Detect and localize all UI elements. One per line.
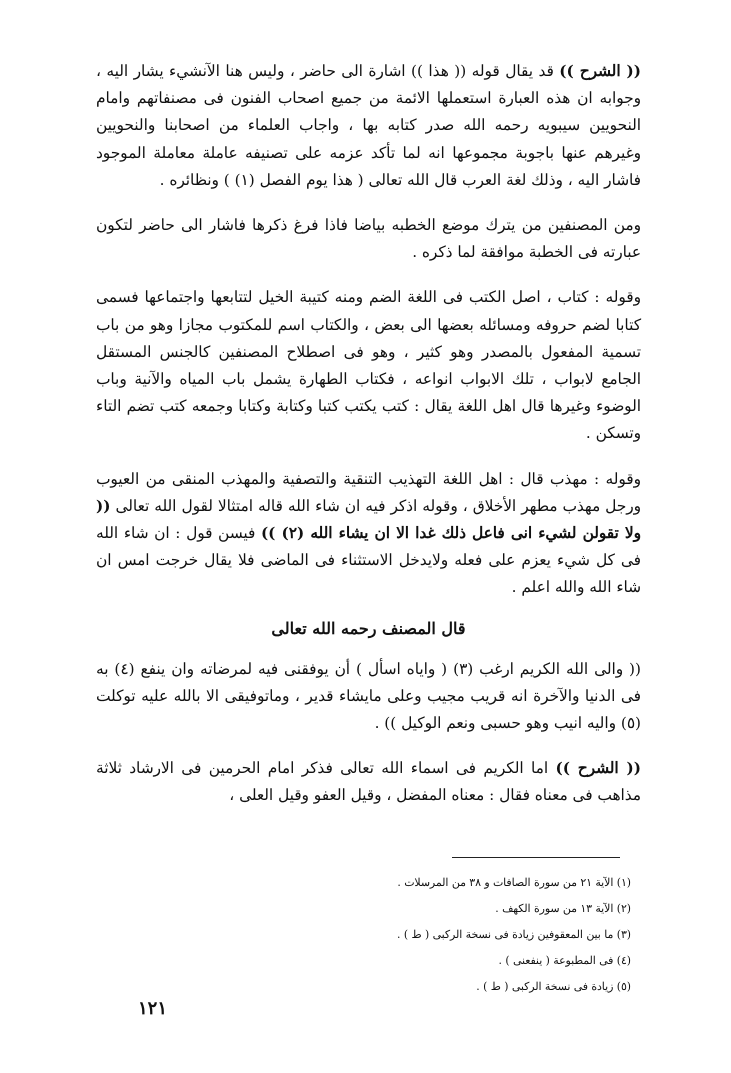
footnote-2: (٢) الآية ١٣ من سورة الكهف .: [495, 902, 631, 915]
sharh-label: (( الشرح )): [555, 759, 641, 778]
paragraph-last: [96, 755, 641, 809]
footnote-divider: [452, 857, 620, 858]
quran-quote: (( ولا تقولن لشيء انى فاعل ذلك غدا الا ان يشاء الله (٢) )): [96, 496, 641, 543]
author-quote: (( والى الله الكريم ارغب (٣) ( واياه اسأل ) أن يوفقنى فيه لمرضاته وان ينفع (٤) به فى الدنيا والآخرة انه قريب مجيب وعلى مايشاء قدير ، وماتوفيقى الا بالله عليه توكلت (٥) واليه انيب وهو حسبى ونعم الوكيل )) .: [96, 659, 641, 733]
paragraph-text: وقوله : مهذب قال : اهل اللغة التهذيب التنقية والتصفية والمهذب المنقى من العيوب ورجل مهذب مطهر الأخلاق ، وقوله اذكر فيه ان شاء الله قاله امتثالا لقول الله تعالى: [96, 469, 641, 515]
page-number: ١٢١: [138, 998, 168, 1019]
footnote-5: (٥) زيادة فى نسخة الركبى ( ط ) .: [476, 980, 631, 993]
paragraph-text: وقوله : كتاب ، اصل الكتب فى اللغة الضم ومنه كتيبة الخيل لتتابعها واجتماعها فسمى كتابا لضم حروفه ومسائله بعضها الى بعض ، والكتاب اسم للمكتوب مجازا وهو من باب تسمية المفعول بالمصدر وهو كثير ، وهو فى اصطلاح المصنفين كالجنس المستقل الجامع لابواب ، تلك الابواب انواعه ، فكتاب الطهارة يشمل باب المياه والآنية وباب الوضوء وغيرها قال اهل اللغة يقال : كتب يكتب كتبا وكتابة وكتابا وجمعه كتب تضم التاء وتسكن .: [96, 288, 641, 443]
paragraph-2: [96, 212, 641, 266]
paragraph-text: ومن المصنفين من يترك موضع الخطبه بياضا فاذا فرغ ذكرها فاشار الى حاضر لتكون عبارته فى الخطبة موافقة لما ذكره .: [96, 216, 641, 262]
footnote-3: (٣) ما بين المعقوفين زيادة فى نسخة الركبى ( ط ) .: [397, 928, 631, 941]
section-heading: قال المصنف رحمه الله تعالى: [271, 618, 466, 638]
footnote-1: (١) الآية ٢١ من سورة الصافات و ٣٨ من المرسلات .: [397, 876, 631, 889]
main-text: [96, 58, 641, 810]
footnote-4: (٤) فى المطبوعة ( ينفعنى ) .: [498, 954, 631, 967]
paragraph-text: قد يقال قوله (( هذا )) اشارة الى حاضر ، وليس هنا الآنشيء يشار اليه ، وجوابه ان هذه العبارة استعملها الائمة من جميع اصحاب الفنون فى مصنفاتهم وامام النحويين سيبويه رحمه الله صدر كتابه بها ، واجاب العلماء من اصحابنا والنحويين وغيرهم عنها باجوبة مجموعها انه لما تأكد عزمه على تصنيفه عاملة معاملة الموجود فاشار اليه ، وذلك لغة العرب قال الله تعالى ( هذا يوم الفصل (١) ) ونظائره .: [96, 62, 641, 189]
paragraph-3: [96, 284, 641, 447]
sharh-label: (( الشرح )): [559, 62, 641, 80]
paragraph-text: اما الكريم فى اسماء الله تعالى فذكر امام الحرمين فى الارشاد ثلاثة مذاهب فى معناه فقال : معناه المفضل ، وقيل العفو وقيل العلى ،: [96, 759, 641, 805]
paragraph-4: [96, 466, 641, 602]
footnotes: [240, 870, 631, 1000]
paragraph-1: [96, 58, 641, 194]
paragraph-text: فيسن قول : ان شاء الله فى كل شيء يعزم على فعله ولايدخل الاستثناء فى الماضى فلا يقال خرجت امس ان شاء الله والله اعلم .: [96, 524, 641, 597]
